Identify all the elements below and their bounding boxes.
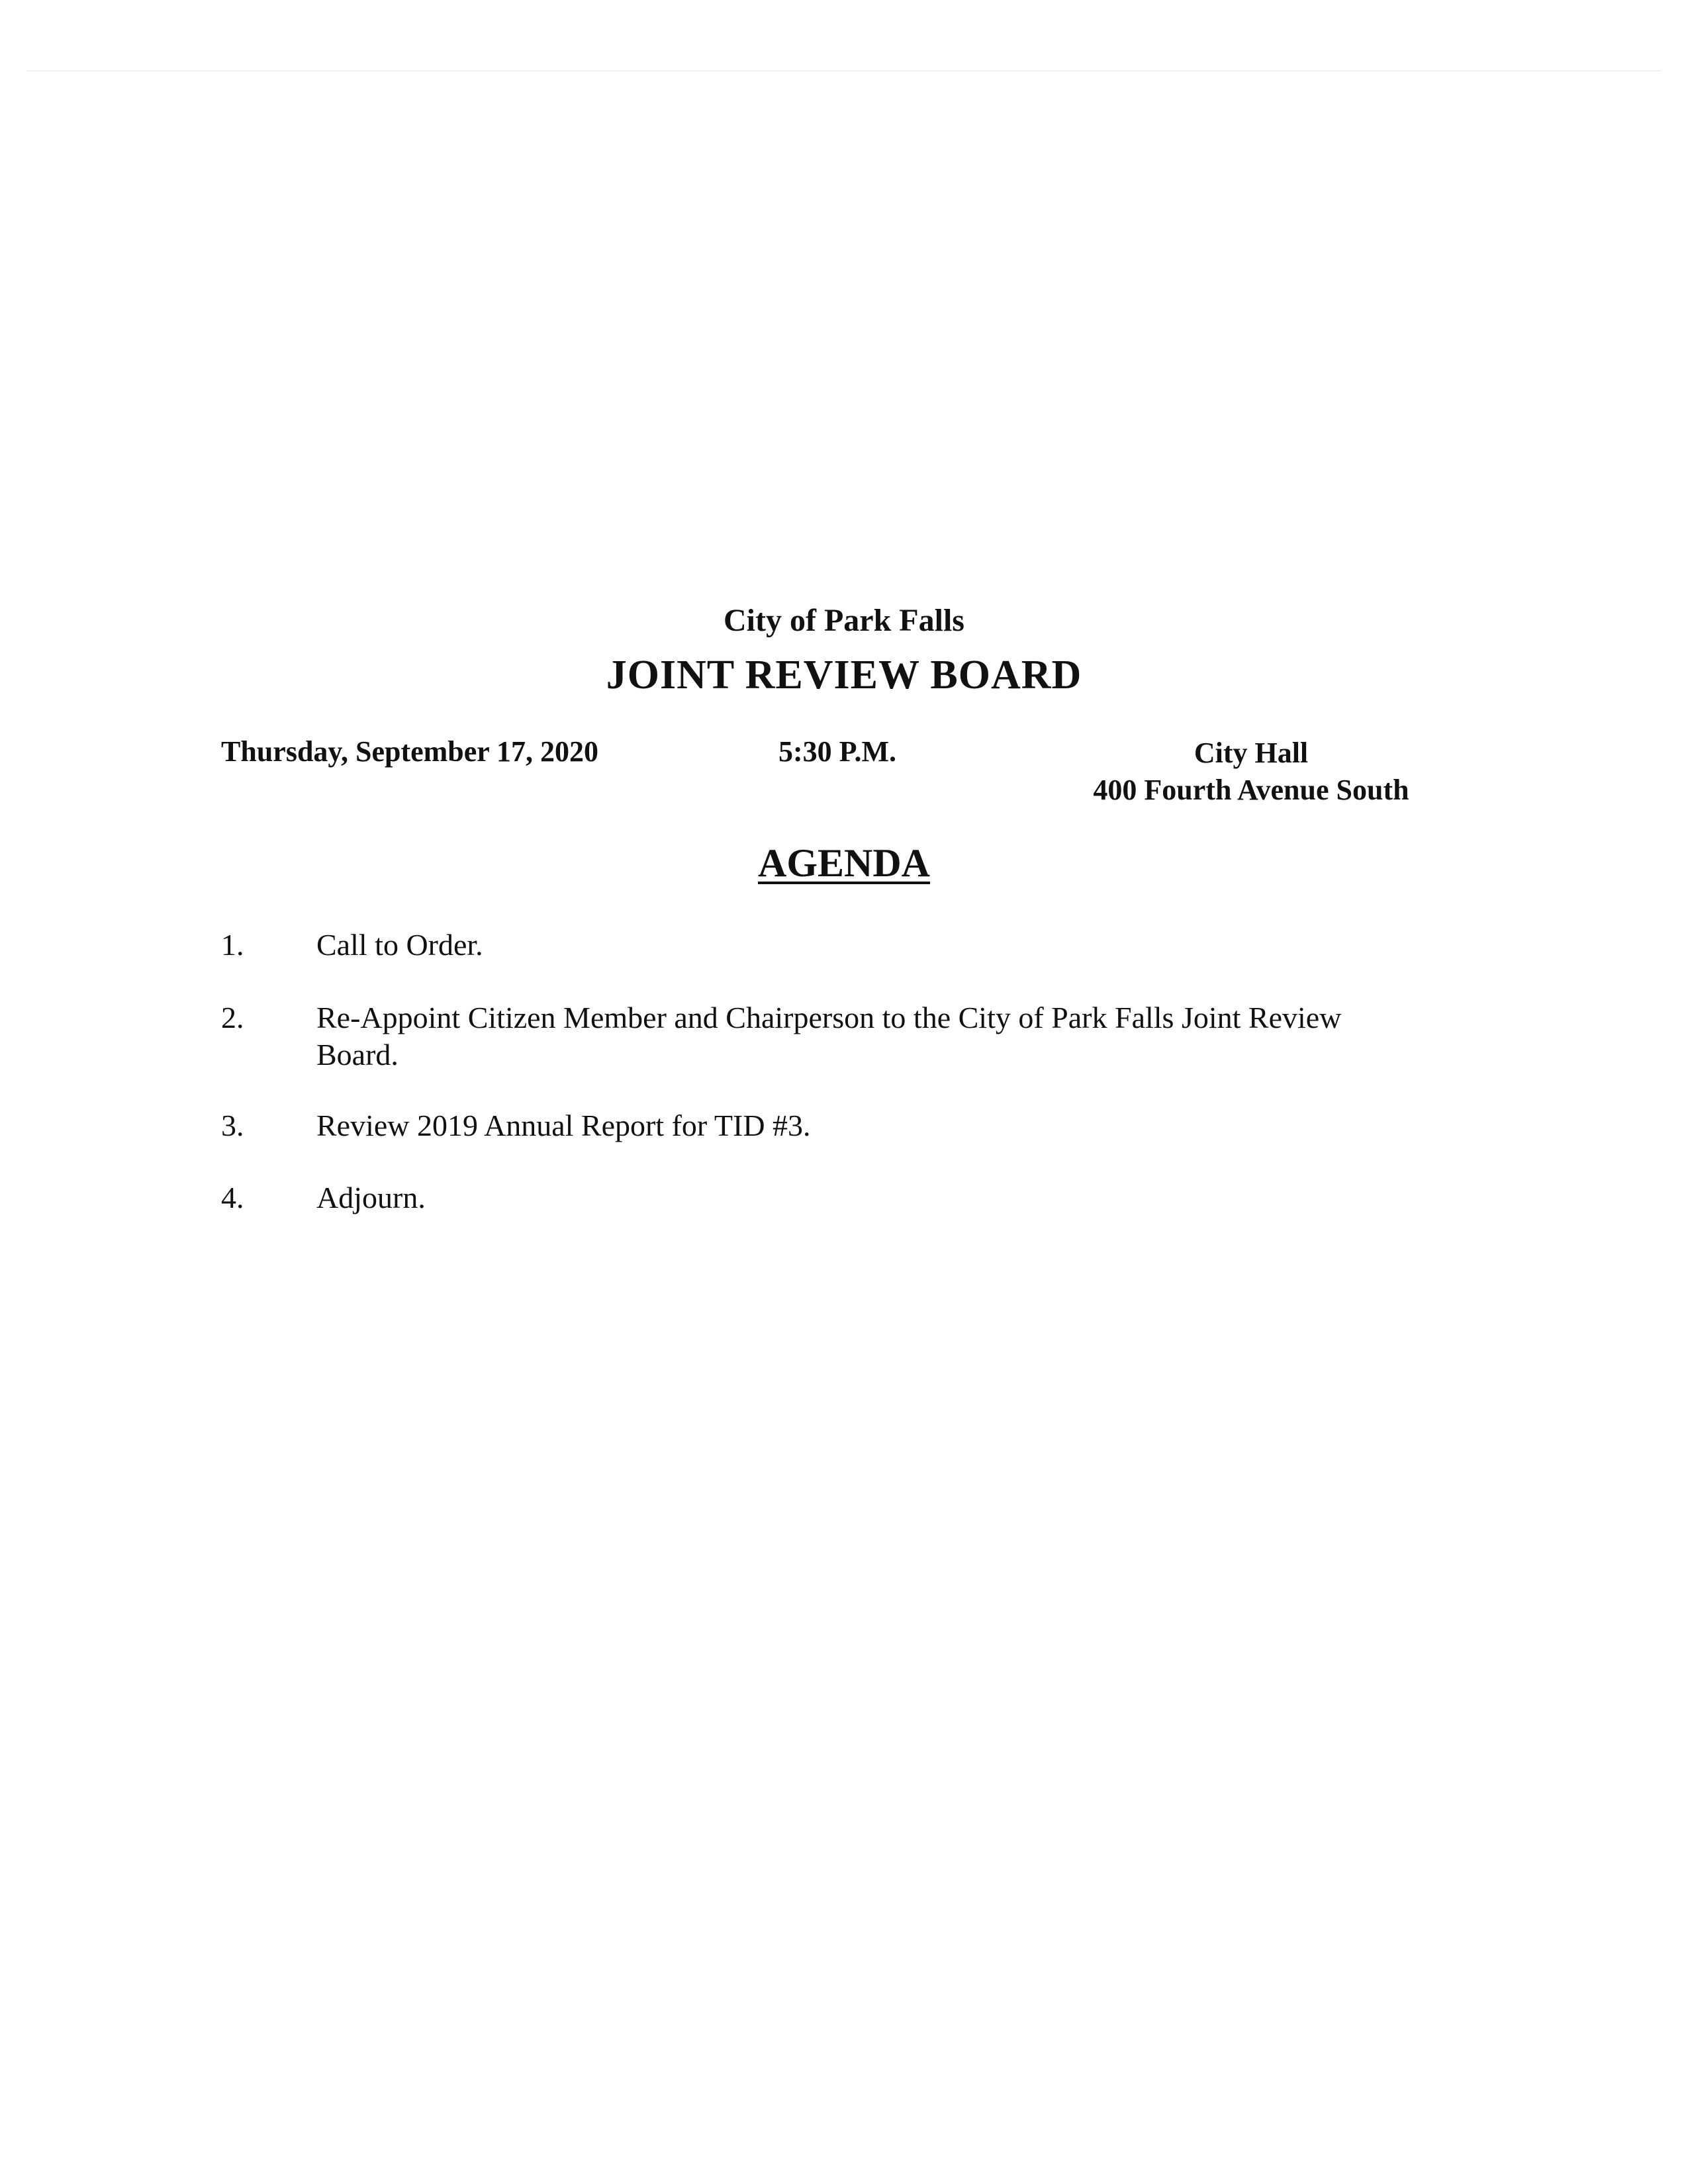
- meeting-location: [1053, 735, 1450, 809]
- agenda-item-number: 3.: [221, 1109, 244, 1142]
- agenda-item-text: Review 2019 Annual Report for TID #3.: [316, 1109, 811, 1142]
- agenda-item-number: 2.: [221, 1001, 244, 1034]
- organization-name: City of Park Falls: [724, 603, 964, 638]
- agenda-item-number: 1.: [221, 928, 244, 962]
- location-name: City Hall: [1194, 737, 1309, 769]
- board-title: JOINT REVIEW BOARD: [606, 653, 1082, 698]
- location-address: 400 Fourth Avenue South: [1093, 774, 1409, 806]
- agenda-heading: AGENDA: [757, 841, 930, 885]
- agenda-item-number: 4.: [221, 1181, 244, 1214]
- agenda-item-text: Adjourn.: [316, 1181, 426, 1214]
- meeting-time: 5:30 P.M.: [778, 735, 897, 768]
- meeting-date: Thursday, September 17, 2020: [221, 735, 599, 768]
- scan-edge-line: [26, 70, 1662, 71]
- agenda-item-text: Call to Order.: [316, 928, 483, 962]
- agenda-item-text: Re-Appoint Citizen Member and Chairperson to the City of Park Falls Joint Review Board.: [316, 1001, 1342, 1071]
